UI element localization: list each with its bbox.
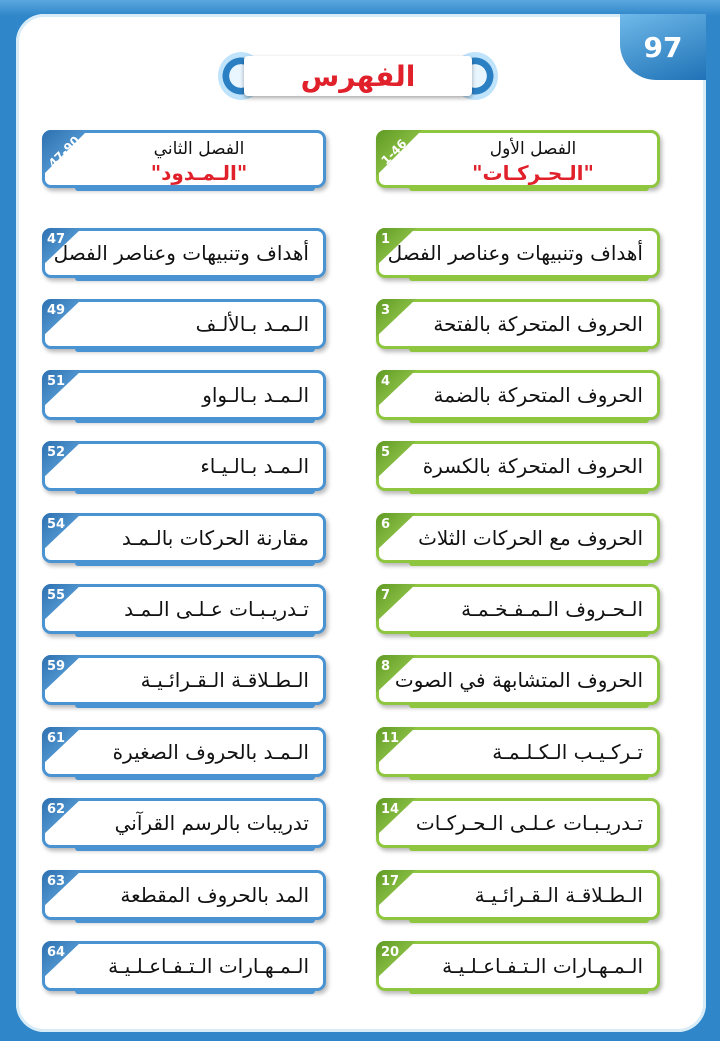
toc-page: 47 bbox=[47, 232, 66, 247]
toc-label: الحروف المتحركة بالكسرة bbox=[422, 454, 643, 478]
toc-label: الحروف المتحركة بالفتحة bbox=[433, 312, 643, 336]
toc-item[interactable] bbox=[376, 441, 660, 491]
toc-label: الـمـد بـالـواو bbox=[202, 383, 309, 407]
toc-item[interactable] bbox=[376, 941, 660, 991]
chapter2-header[interactable] bbox=[42, 130, 326, 188]
card-stripe bbox=[409, 346, 649, 352]
toc-label: الحروف مع الحركات الثلاث bbox=[418, 526, 643, 550]
toc-page: 49 bbox=[47, 303, 66, 318]
toc-page: 54 bbox=[47, 517, 66, 532]
toc-label: الـمـد بـالألـف bbox=[195, 312, 309, 336]
chapter1-title: الفصل الأول bbox=[489, 139, 577, 159]
card-stripe bbox=[409, 417, 649, 423]
toc-page: 11 bbox=[381, 731, 400, 746]
toc-label: مقارنة الحركات بالـمـد bbox=[121, 526, 309, 550]
toc-item[interactable] bbox=[376, 870, 660, 920]
toc-item[interactable] bbox=[42, 655, 326, 705]
toc-page: 63 bbox=[47, 874, 66, 889]
chapter2-subtitle: "الـمـدود" bbox=[150, 161, 248, 185]
toc-item[interactable] bbox=[42, 727, 326, 777]
card-stripe bbox=[75, 488, 315, 494]
toc-page: 55 bbox=[47, 588, 66, 603]
toc-label: الحروف المتشابهة في الصوت bbox=[394, 668, 643, 692]
card-stripe bbox=[409, 702, 649, 708]
card-stripe bbox=[75, 346, 315, 352]
card-stripe bbox=[409, 560, 649, 566]
card-stripe bbox=[409, 631, 649, 637]
chapter1-header[interactable] bbox=[376, 130, 660, 188]
toc-item[interactable] bbox=[42, 370, 326, 420]
toc-label: تدريبات بالرسم القرآني bbox=[114, 811, 309, 835]
card-stripe bbox=[409, 488, 649, 494]
card-stripe bbox=[409, 774, 649, 780]
card-stripe bbox=[409, 185, 649, 191]
toc-item[interactable] bbox=[42, 513, 326, 563]
toc-page: 59 bbox=[47, 659, 66, 674]
toc-item[interactable] bbox=[376, 727, 660, 777]
card-stripe bbox=[75, 988, 315, 994]
toc-item[interactable] bbox=[42, 299, 326, 349]
toc-page: 5 bbox=[381, 445, 391, 460]
toc-label: الـطـلاقـة الـقـرائـيـة bbox=[474, 883, 643, 907]
toc-label: تـدريـبـات عـلـى الـحـركـات bbox=[415, 811, 643, 835]
toc-page: 62 bbox=[47, 802, 66, 817]
card-stripe bbox=[75, 560, 315, 566]
toc-label: أهداف وتنبيهات وعناصر الفصل bbox=[387, 241, 643, 265]
toc-page: 17 bbox=[381, 874, 400, 889]
toc-label: الـطـلاقـة الـقـرائـيـة bbox=[140, 668, 309, 692]
card-stripe bbox=[75, 774, 315, 780]
toc-label: تـركـيـب الـكـلـمـة bbox=[492, 740, 643, 764]
toc-item[interactable] bbox=[376, 299, 660, 349]
chapter2-range: 47-90 bbox=[45, 133, 83, 171]
toc-item[interactable] bbox=[42, 941, 326, 991]
toc-page: 52 bbox=[47, 445, 66, 460]
toc-label: المد بالحروف المقطعة bbox=[120, 883, 309, 907]
card-stripe bbox=[409, 988, 649, 994]
page-title: الفهرس bbox=[300, 59, 416, 93]
toc-item[interactable] bbox=[376, 228, 660, 278]
toc-item[interactable] bbox=[376, 584, 660, 634]
card-stripe bbox=[75, 631, 315, 637]
toc-page: 4 bbox=[381, 374, 391, 389]
toc-page: 3 bbox=[381, 303, 391, 318]
toc-page: 51 bbox=[47, 374, 66, 389]
toc-page: 8 bbox=[381, 659, 391, 674]
toc-label: الـمـد بـالـيـاء bbox=[200, 454, 309, 478]
chapter1-subtitle: "الـحـركـات" bbox=[472, 161, 594, 185]
toc-item[interactable] bbox=[376, 655, 660, 705]
toc-label: تـدريـبـات عـلـى الـمـد bbox=[124, 597, 309, 621]
toc-item[interactable] bbox=[42, 870, 326, 920]
toc-item[interactable] bbox=[42, 441, 326, 491]
toc-item[interactable] bbox=[376, 798, 660, 848]
toc-item[interactable] bbox=[42, 798, 326, 848]
toc-item[interactable] bbox=[376, 370, 660, 420]
card-stripe bbox=[409, 845, 649, 851]
toc-label: الحروف المتحركة بالضمة bbox=[433, 383, 643, 407]
chapter1-range: 1-46 bbox=[378, 136, 410, 168]
title-ribbon bbox=[244, 56, 472, 96]
toc-label: الـمـهـارات الـتـفـاعـلـيـة bbox=[108, 954, 309, 978]
toc-item[interactable] bbox=[42, 228, 326, 278]
toc-page: 6 bbox=[381, 517, 391, 532]
card-stripe bbox=[409, 275, 649, 281]
chapter2-title: الفصل الثاني bbox=[153, 139, 245, 159]
toc-item[interactable] bbox=[376, 513, 660, 563]
toc-page: 14 bbox=[381, 802, 400, 817]
toc-page: 20 bbox=[381, 945, 400, 960]
card-stripe bbox=[75, 185, 315, 191]
toc-item[interactable] bbox=[42, 584, 326, 634]
toc-page: 1 bbox=[381, 232, 391, 247]
title-banner bbox=[218, 46, 498, 106]
toc-page: 61 bbox=[47, 731, 66, 746]
toc-label: الـمـد بالحروف الصغيرة bbox=[112, 740, 309, 764]
toc-page: 7 bbox=[381, 588, 391, 603]
card-stripe bbox=[409, 917, 649, 923]
toc-label: أهداف وتنبيهات وعناصر الفصل bbox=[53, 241, 309, 265]
card-stripe bbox=[75, 917, 315, 923]
page-number: 97 bbox=[620, 14, 706, 80]
toc-page: 64 bbox=[47, 945, 66, 960]
toc-label: الـحـروف الـمـفـخـمـة bbox=[461, 597, 643, 621]
card-stripe bbox=[75, 845, 315, 851]
card-stripe bbox=[75, 275, 315, 281]
card-stripe bbox=[75, 417, 315, 423]
toc-label: الـمـهـارات الـتـفـاعـلـيـة bbox=[442, 954, 643, 978]
card-stripe bbox=[75, 702, 315, 708]
